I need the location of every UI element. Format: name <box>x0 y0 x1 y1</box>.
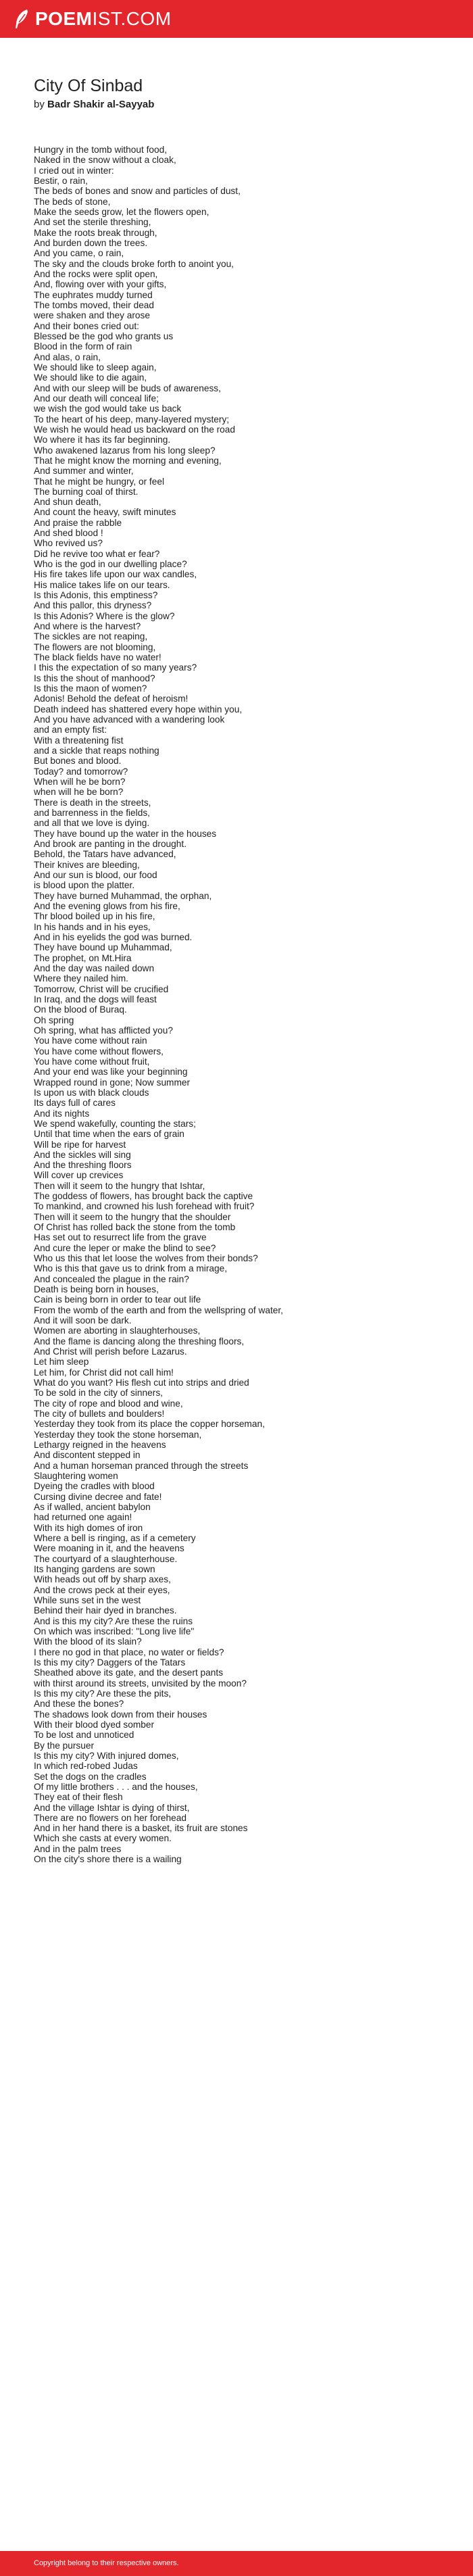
poem-line: Thr blood boiled up in his fire, <box>34 911 155 922</box>
poem-line: Naked in the snow without a cloak, <box>34 155 176 166</box>
poem-line: The sickles are not reaping, <box>34 631 148 642</box>
poem-line: And your end was like your beginning <box>34 1067 188 1077</box>
poem-line: Where they nailed him. <box>34 973 128 984</box>
poem-line: Slaughtering women <box>34 1471 118 1481</box>
poem-line: And shun death, <box>34 497 101 508</box>
poem-line: With their blood dyed somber <box>34 1719 155 1730</box>
poem-line: Behold, the Tatars have advanced, <box>34 849 176 860</box>
poem-line: And the sickles will sing <box>34 1149 131 1160</box>
poem-line: Of Christ has rolled back the stone from the tomb <box>34 1222 236 1233</box>
poem-line: Who is this that gave us to drink from a mirage, <box>34 1263 228 1274</box>
poem-line: And you came, o rain, <box>34 248 124 259</box>
poem-line: and an empty fist: <box>34 725 107 735</box>
poem-line: The beds of bones and snow and particles of dust, <box>34 186 241 197</box>
poem-line: And set the sterile threshing, <box>34 217 151 228</box>
poem-line: And concealed the plague in the rain? <box>34 1273 189 1284</box>
poem-line: And the rocks were split open, <box>34 268 158 279</box>
poem-line: And is this my city? Are these the ruins <box>34 1615 193 1626</box>
poem-line: And the threshing floors <box>34 1160 132 1171</box>
poem-line: Death indeed has shattered every hope within you, <box>34 704 243 714</box>
poem-line: Is upon us with black clouds <box>34 1087 149 1098</box>
poem-line: On the city's shore there is a wailing <box>34 1854 182 1865</box>
poem-line: The tombs moved, their dead <box>34 299 155 310</box>
poem-line: The prophet, on Mt.Hira <box>34 952 132 963</box>
poem-line: Wrapped round in gone; Now summer <box>34 1077 191 1088</box>
poem-line: And cure the leper or make the blind to see? <box>34 1242 216 1253</box>
poem-line: And with our sleep will be buds of awareness, <box>34 383 221 393</box>
poem-line: The city of bullets and boulders! <box>34 1409 165 1419</box>
poem-line: And this pallor, this dryness? <box>34 600 152 611</box>
site-logo[interactable] <box>13 7 172 30</box>
poem-line: Tomorrow, Christ will be crucified <box>34 983 169 994</box>
poem-line: To the heart of his deep, many-layered mystery; <box>34 414 230 424</box>
poem-line: Their knives are bleeding, <box>34 859 140 870</box>
poem-line: And these the bones? <box>34 1699 124 1709</box>
poem-line: The courtyard of a slaughterhouse. <box>34 1553 178 1564</box>
poem-line: Is this my city? Daggers of the Tatars <box>34 1657 186 1668</box>
poem-line: Today? and tomorrow? <box>34 766 128 777</box>
poem-line: And discontent stepped in <box>34 1450 141 1461</box>
poem-line: The city of rope and blood and wine, <box>34 1398 183 1409</box>
poem-line: While suns set in the west <box>34 1595 141 1605</box>
poem-line: and all that we love is dying. <box>34 818 150 829</box>
poem-line: Of my little brothers . . . and the houses, <box>34 1781 198 1792</box>
poem-line: On the blood of Buraq. <box>34 1004 127 1015</box>
poem-line: To be sold in the city of sinners, <box>34 1388 163 1399</box>
poem-line: and a sickle that reaps nothing <box>34 746 159 756</box>
poem-line: Behind their hair dyed in branches. <box>34 1605 177 1616</box>
poem-line: And our death will conceal life; <box>34 393 159 404</box>
poem-line: They eat of their flesh <box>34 1792 123 1803</box>
poem-line: Yesterday they took from its place the copper horseman, <box>34 1419 265 1430</box>
poem-line: And burden down the trees. <box>34 237 148 248</box>
poem-line: There are no flowers on her forehead <box>34 1812 186 1823</box>
poem-line: In Iraq, and the dogs will feast <box>34 994 157 1004</box>
poem-line: Adonis! Behold the defeat of heroism! <box>34 694 189 704</box>
poem-line: Is this the shout of manhood? <box>34 673 155 683</box>
poem-line: The sky and the clouds broke forth to anoint you, <box>34 258 234 269</box>
poem-line: Wo where it has its far beginning. <box>34 435 171 445</box>
poem-line: In which red-robed Judas <box>34 1761 138 1772</box>
poem-line: Its hanging gardens are sown <box>34 1563 155 1574</box>
poem-line: Sheathed above its gate, and the desert pants <box>34 1668 224 1678</box>
poem-line: And, flowing over with your gifts, <box>34 279 167 290</box>
poem-line: Oh spring <box>34 1015 74 1025</box>
poem-line: I cried out in winter: <box>34 165 114 176</box>
poem-container <box>34 75 439 1864</box>
poem-line: You have come without fruit, <box>34 1056 150 1067</box>
poem-line: And praise the rabble <box>34 517 122 528</box>
poem-line: Bestir, o rain, <box>34 175 88 186</box>
poem-line: is blood upon the platter. <box>34 880 135 891</box>
poem-line: Who revived us? <box>34 538 103 549</box>
poem-body <box>34 145 439 1864</box>
poem-line: With its high domes of iron <box>34 1522 143 1533</box>
poem-line: and barrenness in the fields, <box>34 808 150 818</box>
poem-line: with thirst around its streets, unvisited by the moon? <box>34 1678 247 1688</box>
poem-line: And the flame is dancing along the threshing floors, <box>34 1336 245 1346</box>
poem-line: Did he revive too what er fear? <box>34 548 160 559</box>
poem-line: Make the seeds grow, let the flowers open, <box>34 206 209 217</box>
poem-line: From the womb of the earth and from the wellspring of water, <box>34 1305 283 1315</box>
poem-line: With the blood of its slain? <box>34 1636 142 1647</box>
poem-line: And a human horseman pranced through the streets <box>34 1460 249 1471</box>
poem-line: We spend wakefully, counting the stars; <box>34 1118 196 1129</box>
byline <box>34 98 439 112</box>
poem-line: By the pursuer <box>34 1740 95 1751</box>
poem-line: I this the expectation of so many years? <box>34 662 197 673</box>
poem-line: when will he be born? <box>34 787 124 798</box>
poem-line: Until that time when the ears of grain <box>34 1129 184 1140</box>
poem-line: The black fields have no water! <box>34 652 161 663</box>
logo-text-bold: POEM <box>35 8 93 29</box>
poem-line: Its days full of cares <box>34 1098 116 1109</box>
poem-line: As if walled, ancient babylon <box>34 1501 151 1512</box>
poem-line: But bones and blood. <box>34 756 122 767</box>
poem-line: The euphrates muddy turned <box>34 289 153 300</box>
poem-line: Is this the maon of women? <box>34 683 147 694</box>
poem-line: Cain is being born in order to tear out life <box>34 1294 201 1305</box>
poem-line: Which she casts at every women. <box>34 1833 172 1844</box>
poem-line: They have bound up Muhammad, <box>34 942 172 953</box>
poem-line: Make the roots break through, <box>34 227 157 238</box>
poem-line: Who awakened lazarus from his long sleep? <box>34 445 216 456</box>
poem-line: With heads out off by sharp axes, <box>34 1574 171 1585</box>
poem-line: were shaken and they arose <box>34 310 150 321</box>
poem-line: Dyeing the cradles with blood <box>34 1481 155 1492</box>
poem-line: Is this Adonis, this emptiness? <box>34 590 158 601</box>
poem-line: And their bones cried out: <box>34 320 139 331</box>
poem-line: With a threatening fist <box>34 735 124 746</box>
poem-line: The goddess of flowers, has brought back the captive <box>34 1191 253 1202</box>
poem-line: They have bound up the water in the houses <box>34 828 217 839</box>
poem-line: I there no god in that place, no water or fields? <box>34 1647 224 1657</box>
poem-line: The burning coal of thirst. <box>34 486 139 497</box>
poem-line: had returned one again! <box>34 1512 132 1523</box>
poem-line: We should like to sleep again, <box>34 362 157 372</box>
poem-line: And in her hand there is a basket, its fruit are stones <box>34 1823 248 1834</box>
poem-line: Yesterday they took the stone horseman, <box>34 1429 202 1440</box>
poem-line: Lethargy reigned in the heavens <box>34 1440 166 1451</box>
poem-line: Then will it seem to the hungry that the shoulder <box>34 1211 231 1222</box>
poem-line: Hungry in the tomb without food, <box>34 145 168 155</box>
poem-line: Blood in the form of rain <box>34 341 132 352</box>
poem-line: And the village Ishtar is dying of thirst, <box>34 1802 190 1813</box>
poem-title: City Of Sinbad <box>34 76 143 95</box>
poem-line: And summer and winter, <box>34 466 134 477</box>
poem-line: Will be ripe for harvest <box>34 1139 126 1150</box>
poem-line: Has set out to resurrect life from the grave <box>34 1232 207 1243</box>
poem-line: And Christ will perish before Lazarus. <box>34 1346 187 1357</box>
poem-line: Let him, for Christ did not call him! <box>34 1367 174 1378</box>
poem-line: Women are aborting in slaughterhouses, <box>34 1326 201 1336</box>
poem-line: And our sun is blood, our food <box>34 869 157 880</box>
poem-line: And brook are panting in the drought. <box>34 838 187 849</box>
poem-line: And the crows peck at their eyes, <box>34 1584 170 1595</box>
poem-line: You have come without flowers, <box>34 1046 164 1056</box>
poem-line: And you have advanced with a wandering look <box>34 714 225 725</box>
poem-line: To be lost and unnoticed <box>34 1730 134 1741</box>
poem-line: Who us this that let loose the wolves from their bonds? <box>34 1253 258 1264</box>
poem-line: On which was inscribed: "Long live life" <box>34 1626 195 1636</box>
poem-line: Is this my city? Are these the pits, <box>34 1688 172 1699</box>
poem-line: Oh spring, what has afflicted you? <box>34 1025 173 1036</box>
poem-line: To mankind, and crowned his lush forehead with fruit? <box>34 1201 255 1212</box>
poem-line: Were moaning in it, and the heavens <box>34 1543 184 1554</box>
poem-line: His fire takes life upon our wax candles, <box>34 569 197 580</box>
poem-line: And the day was nailed down <box>34 963 155 973</box>
poem-line: Then will it seem to the hungry that Ishtar, <box>34 1180 205 1191</box>
poem-line: The shadows look down from their houses <box>34 1709 207 1720</box>
poem-line: Cursing divine decree and fate! <box>34 1491 162 1502</box>
author-link[interactable]: Badr Shakir al-Sayyab <box>47 99 155 110</box>
logo-text-regular: IST.COM <box>92 8 172 29</box>
poem-line: And shed blood ! <box>34 528 103 539</box>
poem-line: we wish the god would take us back <box>34 404 182 414</box>
site-header <box>0 0 473 38</box>
poem-line: And in his eyelids the god was burned. <box>34 931 193 942</box>
poem-line: And in the palm trees <box>34 1843 122 1854</box>
poem-line: Is this Adonis? Where is the glow? <box>34 610 175 621</box>
poem-line: Will cover up crevices <box>34 1170 124 1181</box>
poem-line: When will he be born? <box>34 777 126 787</box>
poem-line: The beds of stone, <box>34 196 111 207</box>
poem-line: Where a bell is ringing, as if a cemetery <box>34 1532 196 1543</box>
poem-line: There is death in the streets, <box>34 797 151 808</box>
poem-line: The flowers are not blooming, <box>34 641 156 652</box>
poem-line: We should like to die again, <box>34 372 147 383</box>
poem-line: And count the heavy, swift minutes <box>34 507 176 518</box>
poem-line: We wish he would head us backward on the road <box>34 424 236 435</box>
poem-line: His malice takes life on our tears. <box>34 579 170 590</box>
poem-line: And the evening glows from his fire, <box>34 900 180 911</box>
poem-line: Death is being born in houses, <box>34 1284 159 1295</box>
poem-line: And where is the harvest? <box>34 621 141 632</box>
byline-prefix: by <box>34 99 45 110</box>
poem-line: Set the dogs on the cradles <box>34 1771 147 1782</box>
poem-line: You have come without rain <box>34 1036 147 1046</box>
site-footer <box>0 2551 473 2576</box>
poem-line: In his hands and in his eyes, <box>34 921 151 932</box>
poem-line: And it will soon be dark. <box>34 1315 132 1326</box>
quill-icon <box>13 9 30 29</box>
poem-line: And its nights <box>34 1108 90 1119</box>
poem-line: Let him sleep <box>34 1357 89 1367</box>
poem-line: That he might know the morning and evening, <box>34 455 222 466</box>
poem-line: What do you want? His flesh cut into strips and dried <box>34 1378 249 1388</box>
poem-line: Is this my city? With injured domes, <box>34 1750 179 1761</box>
poem-line: Blessed be the god who grants us <box>34 331 174 341</box>
poem-line: And alas, o rain, <box>34 351 101 362</box>
poem-line: That he might be hungry, or feel <box>34 476 165 487</box>
poem-line: Who is the god in our dwelling place? <box>34 559 187 570</box>
poem-line: They have burned Muhammad, the orphan, <box>34 890 212 901</box>
copyright-notice: Copyright belong to their respective owners. <box>34 2559 179 2567</box>
